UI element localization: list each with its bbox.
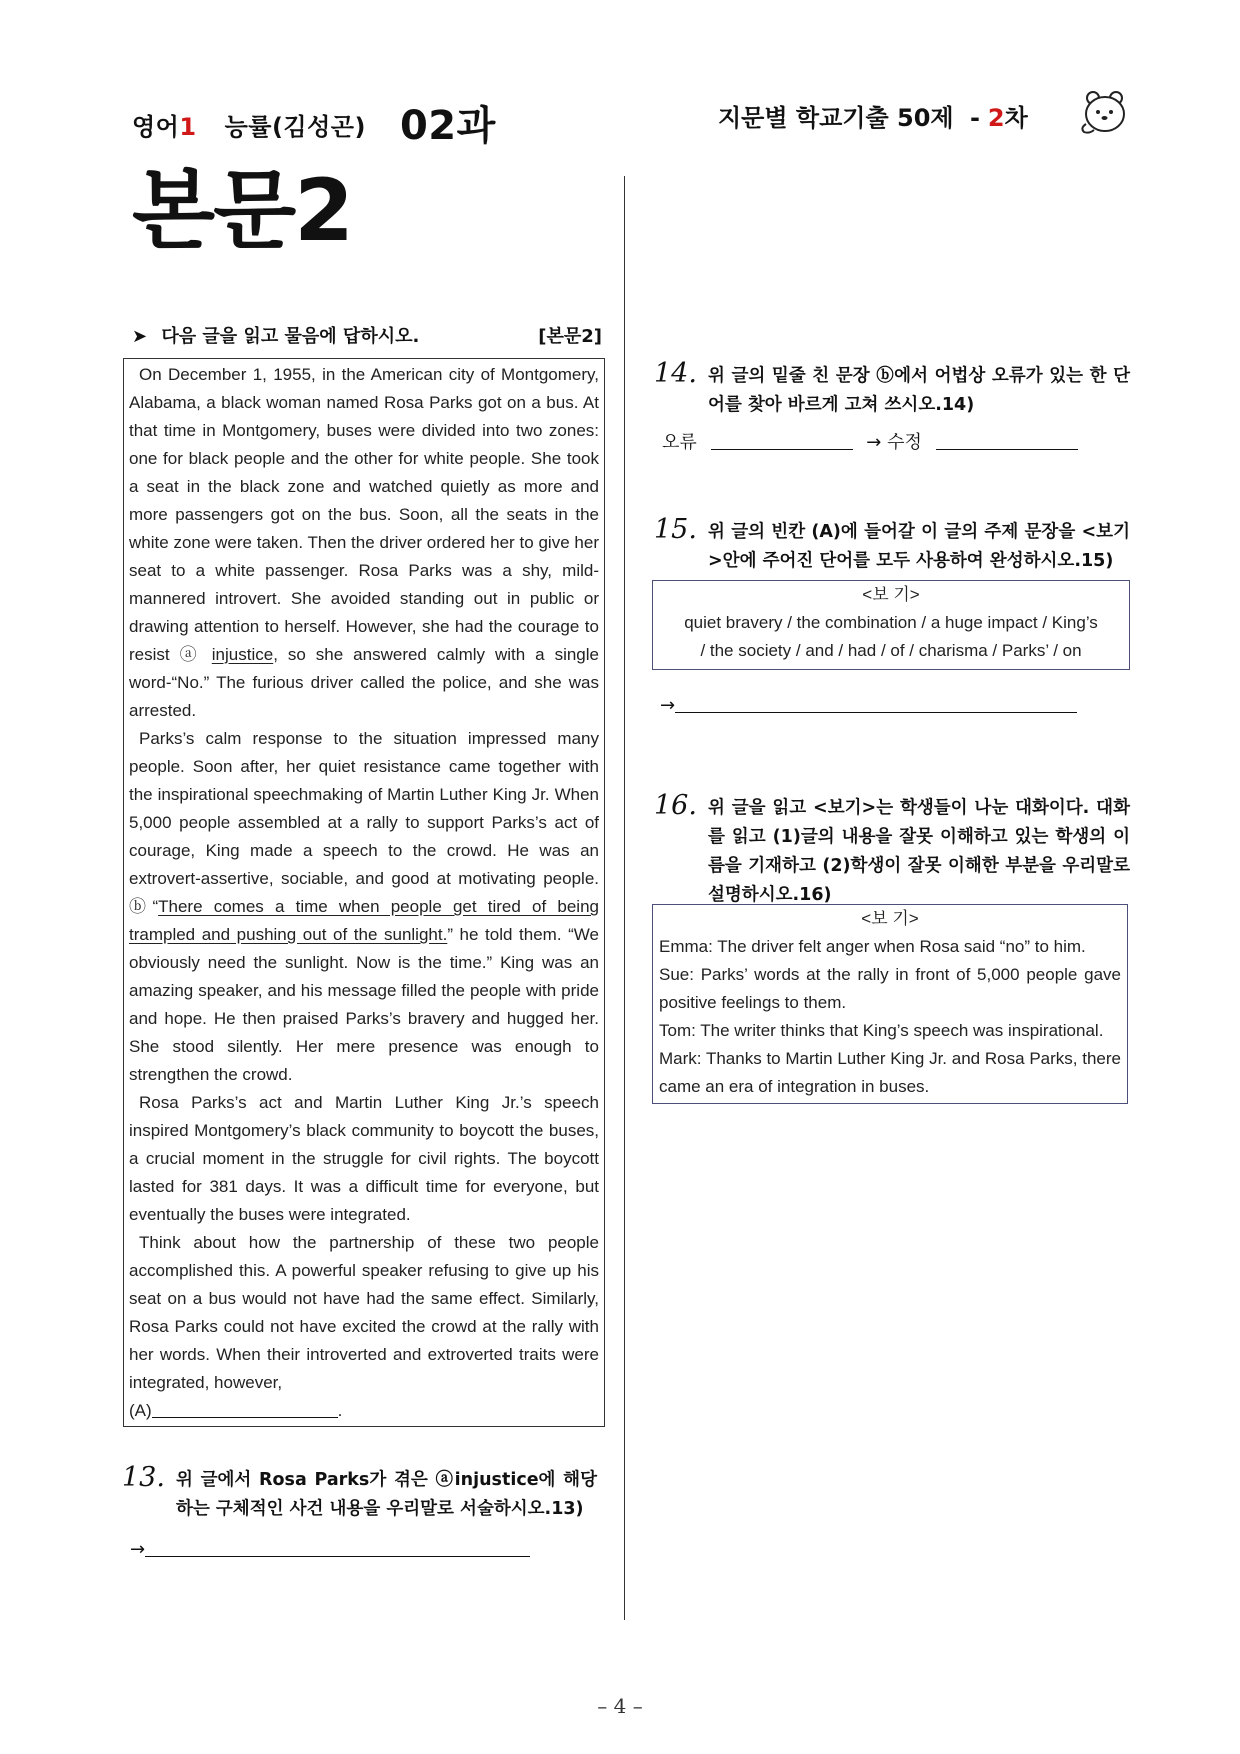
underline-injustice: injustice [211, 645, 274, 664]
question-text: 위 글에서 Rosa Parks가 겪은 ⓐinjustice에 해당하는 구체적인 사건 내용을 우리말로 서술하시오.13) [176, 1470, 597, 1519]
answer-blank[interactable] [675, 694, 1077, 713]
arrow-icon: ➤ [132, 326, 148, 347]
dialogue-line-emma: Emma: The driver felt anger when Rosa said “no” to him. [659, 937, 1086, 956]
page-title: 본문2 [132, 161, 352, 261]
page-number: – 4 – [597, 1694, 643, 1718]
question-number: 16. [654, 790, 697, 821]
question-13 [122, 1462, 597, 1572]
answer-line: 오류 → 수정 [662, 428, 1078, 454]
lesson-label: 02과 [399, 103, 496, 149]
series-separator: - [969, 104, 980, 132]
bogi-line: quiet bravery / the combination / a huge impact / King’s [684, 613, 1098, 632]
paragraph-2: Parks’s calm response to the situation impressed many people. Soon after, her quiet resistance came together with the inspirational speechmaking of Martin Luther King Jr. When 5,000 people assembled at a rally to support Parks’s act of courage, King made a speech to the crowd. He was an extrovert-assertive, sociable, and good at motivating people. ⓑ“There comes a time when people get tired of being trampled and pushing out of the sunlight.” he told them. “We obviously need the sunlight. Now is the time.” King was an amazing speaker, and his message filled the people with pride and hope. He then praised Parks’s bravery and hugged her. She stood silently. Her mere presence was enough to strengthen the crowd. [129, 729, 599, 1084]
fix-blank[interactable] [936, 431, 1078, 450]
header-right [718, 98, 1028, 133]
fix-label: 수정 [887, 432, 922, 453]
bogi-line: / the society / and / had / of / charisma / Parks’ / on [700, 641, 1082, 660]
error-label: 오류 [662, 432, 697, 453]
question-text: 위 글의 밑줄 친 문장 ⓑ에서 어법상 오류가 있는 한 단어를 찾아 바르게 고쳐 쓰시오.14) [708, 366, 1130, 415]
question-text: 위 글을 읽고 <보기>는 학생들이 나눈 대화이다. 대화를 읽고 (1)글의 내용을 잘못 이해하고 있는 학생의 이름을 기재하고 (2)학생이 잘못 이해한 부분을 우리말로 설명하시오.16) [708, 798, 1130, 905]
error-blank[interactable] [711, 431, 853, 450]
dialogue-line-sue: Sue: Parks’ words at the rally in front of 5,000 people gave positive feelings to them. [659, 965, 1121, 1012]
question-14 [654, 358, 1130, 458]
question-number: 15. [654, 514, 697, 545]
blank-label: (A) [129, 1401, 152, 1420]
blank-a[interactable] [152, 1399, 338, 1418]
instruction [132, 322, 602, 348]
subject-number: 1 [179, 113, 197, 141]
dialogue-line-tom: Tom: The writer thinks that King’s speech was inspirational. [659, 1021, 1104, 1040]
subject: 영어 [132, 113, 180, 141]
series-title: 지문별 학교기출 50제 [718, 104, 954, 132]
header-left [132, 94, 496, 151]
column-divider [624, 176, 625, 1620]
bogi-title: <보 기> [862, 585, 920, 604]
round-number: 2 [987, 104, 1005, 132]
paragraph-3: Rosa Parks’s act and Martin Luther King Jr.’s speech inspired Montgomery’s black community to boycott the buses, a crucial moment in the struggle for civil rights. The boycott lasted for 381 days. It was a difficult time for everyone, but eventually the buses were integrated. [129, 1093, 599, 1224]
answer-line: → [130, 1538, 530, 1560]
bogi-box-16 [652, 904, 1128, 1104]
publisher: 능률(김성곤) [224, 113, 366, 141]
answer-line-15: → [660, 694, 1077, 716]
paragraph-4: Think about how the partnership of these two people accomplished this. A powerful speaker refusing to give up his seat on a bus would not have had the same effect. Similarly, Rosa Parks could not have excited the crowd at the rally with her words. When their introverted and extroverted traits were integrated, however, (A) . [129, 1233, 599, 1420]
question-number: 13. [122, 1462, 165, 1493]
underline-sentence-b: There comes a time when people get tired of being trampled and pushing out of the sunlight. [129, 897, 599, 944]
question-16 [654, 790, 1130, 905]
paragraph-1: On December 1, 1955, in the American city of Montgomery, Alabama, a black woman named Rosa Parks got on a bus. At that time in Montgomery, buses were divided into two zones: one for black people and the other for white people. She took a seat in the black zone and watched quietly as more and more passengers got on the bus. Soon, all the seats in the white zone were taken. Then the driver ordered her to give her seat to a white passenger. Rosa Parks was a shy, mild-mannered introvert. She avoided standing out in public or drawing attention to herself. However, she had the courage to resist ⓐ injustice, so she answered calmly with a single word-“No.” The furious driver called the police, and she was arrested. [129, 365, 599, 720]
question-number: 14. [654, 358, 697, 389]
question-text: 위 글의 빈칸 (A)에 들어갈 이 글의 주제 문장을 <보기>안에 주어진 단어를 모두 사용하여 완성하시오.15) [708, 522, 1130, 571]
passage-ref: [본문2] [538, 326, 602, 347]
instruction-text: 다음 글을 읽고 물음에 답하시오. [161, 326, 420, 347]
answer-blank[interactable] [145, 1538, 530, 1557]
round-suffix: 차 [1004, 104, 1028, 132]
dialogue-line-mark: Mark: Thanks to Martin Luther King Jr. and Rosa Parks, there came an era of integration in buses. [659, 1049, 1121, 1096]
bogi-title: <보 기> [861, 909, 919, 928]
passage-box [123, 358, 605, 1427]
bear-face-icon [1078, 86, 1130, 138]
bogi-box-15 [652, 580, 1130, 670]
